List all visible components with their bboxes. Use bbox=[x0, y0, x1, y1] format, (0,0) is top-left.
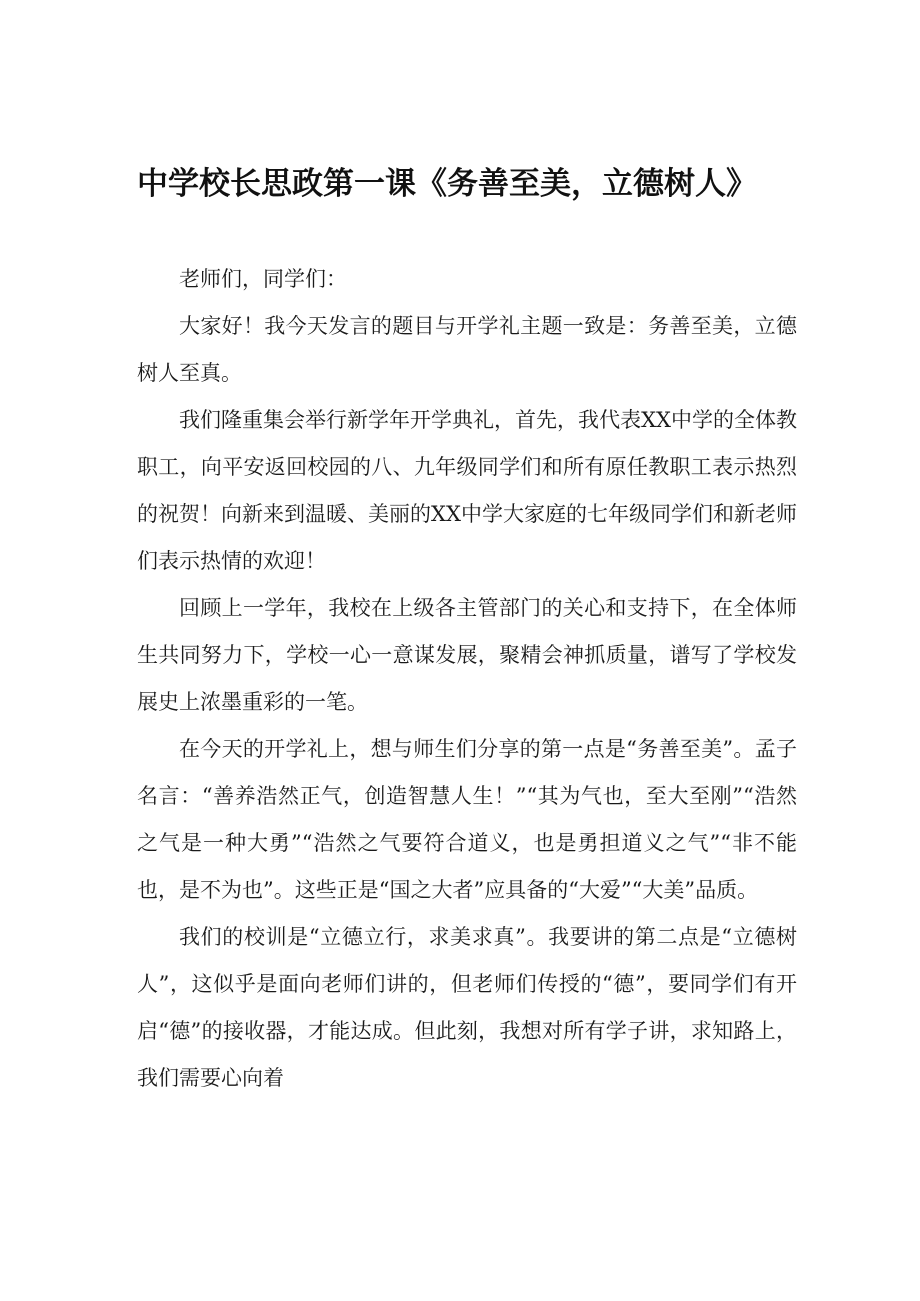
paragraph-welcome: 我们隆重集会举行新学年开学典礼，首先，我代表XX中学的全体教职工，向平安返回校园的八、九年级同学们和所有原任教职工表示热烈的祝贺！向新来到温暖、美丽的XX中学大家庭的七年级同学们和新老师们表示热情的欢迎！ bbox=[137, 408, 797, 573]
paragraph-point-one: 在今天的开学礼上，想与师生们分享的第一点是“务善至美”。孟子名言：“善养浩然正气，创造智慧人生！”“其为气也，至大至刚”“浩然之气是一种大勇”“浩然之气要符合道义，也是勇担道义之气”“非不能也，是不为也”。这些正是“国之大者”应具备的“大爱”“大美”品质。 bbox=[137, 737, 797, 902]
paragraph-review: 回顾上一学年，我校在上级各主管部门的关心和支持下，在全体师生共同努力下，学校一心一意谋发展，聚精会神抓质量，谱写了学校发展史上浓墨重彩的一笔。 bbox=[137, 596, 797, 714]
paragraph-salutation: 老师们，同学们： bbox=[179, 267, 347, 291]
paragraph-point-two: 我们的校训是“立德立行，求美求真”。我要讲的第二点是“立德树人”，这似乎是面向老师们讲的，但老师们传授的“德”，要同学们有开启“德”的接收器，才能达成。但此刻，我想对所有学子讲，求知路上，我们需要心向着 bbox=[137, 925, 797, 1090]
document-body bbox=[137, 256, 797, 1102]
paragraph-greeting: 大家好！我今天发言的题目与开学礼主题一致是：务善至美，立德树人至真。 bbox=[137, 314, 797, 385]
document-title: 中学校长思政第一课《务善至美，立德树人》 bbox=[137, 166, 757, 202]
